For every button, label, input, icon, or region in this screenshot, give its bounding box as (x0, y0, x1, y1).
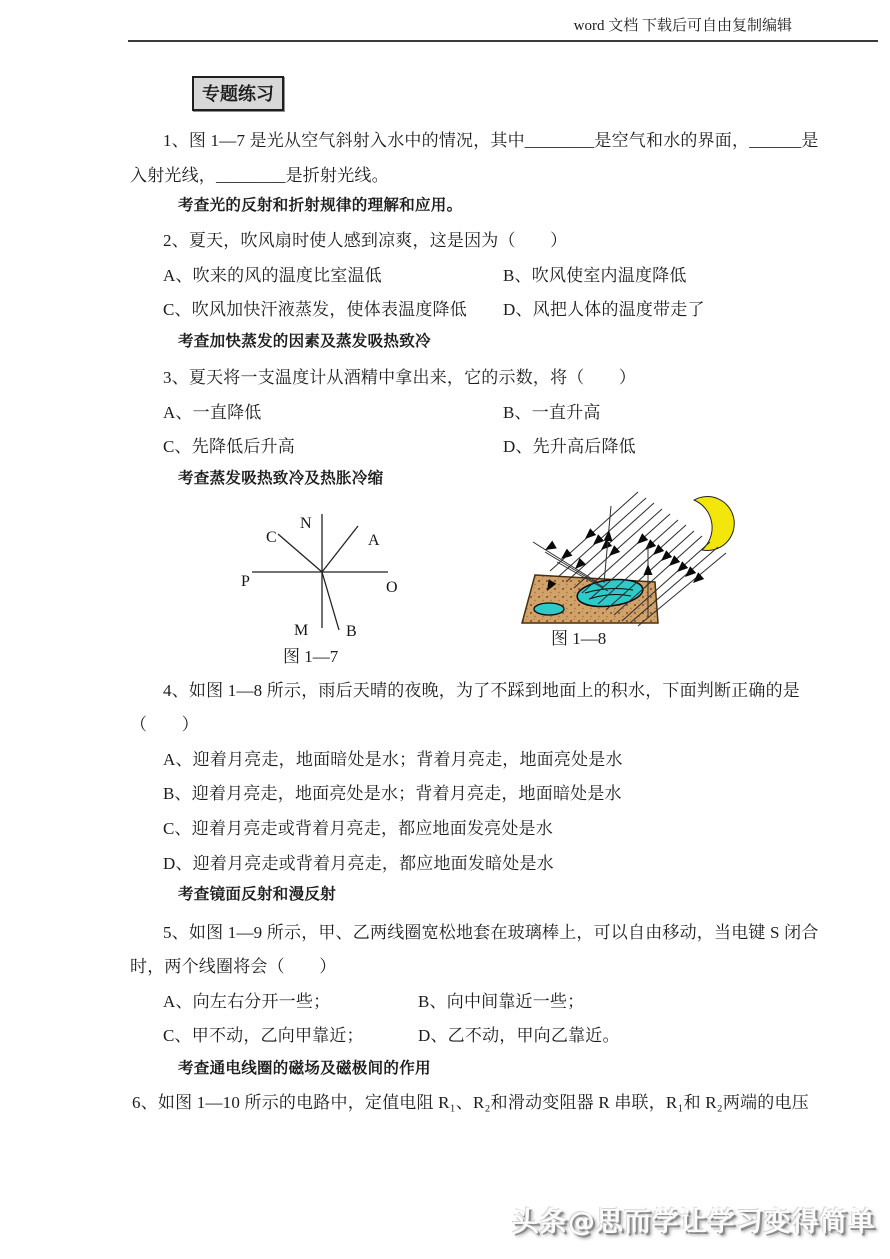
q3-option-b: B、一直升高 (503, 403, 601, 422)
note-evaporation-cooling: 考查加快蒸发的因素及蒸发吸热致冷 (178, 332, 431, 350)
q4-line2: （ ） (130, 715, 199, 734)
moon-icon (694, 497, 734, 551)
q3-option-c: C、先降低后升高 (163, 437, 295, 456)
label-A: A (368, 532, 380, 549)
q2-stem: 2、夏天，吹风扇时使人感到凉爽，这是因为（ ） (163, 231, 568, 250)
label-N: N (300, 515, 312, 532)
caption-fig-1-8: 图 1—8 (551, 629, 607, 648)
note-evaporation-expansion: 考查蒸发吸热致冷及热胀冷缩 (178, 469, 384, 487)
q2-option-a: A、吹来的风的温度比室温低 (163, 266, 382, 285)
q5-option-a: A、向左右分开一些； (163, 992, 331, 1011)
note-specular-diffuse: 考查镜面反射和漫反射 (178, 885, 337, 903)
figure-1-7-ray-diagram (212, 498, 452, 648)
ray-B (322, 572, 339, 630)
header-note: word 文档 下载后可自由复制编辑 (573, 18, 792, 34)
note-reflection-refraction: 考查光的反射和折射规律的理解和应用。 (178, 196, 463, 214)
q5-line2: 时，两个线圈将会（ ） (130, 957, 337, 976)
q2-option-d: D、风把人体的温度带走了 (503, 300, 705, 319)
q4-option-c: C、迎着月亮走或背着月亮走，都应地面发亮处是水 (163, 819, 553, 838)
q2-option-c: C、吹风加快汗液蒸发，使体表温度降低 (163, 300, 467, 319)
q2-option-b: B、吹风使室内温度降低 (503, 266, 687, 285)
q1-line2: 入射光线，________是折射光线。 (130, 166, 389, 185)
q3-option-a: A、一直降低 (163, 403, 262, 422)
label-P: P (241, 573, 250, 590)
q1-line1: 1、图 1—7 是光从空气斜射入水中的情况，其中________是空气和水的界面，______是 (163, 131, 819, 150)
header-rule (128, 40, 878, 42)
q3-stem: 3、夏天将一支温度计从酒精中拿出来，它的示数，将（ ） (163, 368, 637, 387)
q3-option-d: D、先升高后降低 (503, 437, 636, 456)
caption-fig-1-7: 图 1—7 (283, 647, 339, 666)
q6-line1: 6、如图 1—10 所示的电路中，定值电阻 R₁、R₂和滑动变阻器 R 串联，R₁和 R₂两端的电压 (132, 1093, 809, 1112)
figure-1-8-moonlight-scene (505, 490, 750, 640)
ray-A (322, 526, 358, 572)
watermark: 头条@思而学让学习变得简单 (512, 1207, 876, 1238)
q5-option-c: C、甲不动，乙向甲靠近； (163, 1026, 364, 1045)
q4-option-b: B、迎着月亮走，地面亮处是水；背着月亮走，地面暗处是水 (163, 784, 622, 803)
q4-option-d: D、迎着月亮走或背着月亮走，都应地面发暗处是水 (163, 854, 554, 873)
q4-option-a: A、迎着月亮走，地面暗处是水；背着月亮走，地面亮处是水 (163, 750, 623, 769)
label-B: B (346, 623, 357, 640)
ray-C (278, 534, 322, 572)
q5-option-b: B、向中间靠近一些； (418, 992, 585, 1011)
title-box: 专题练习 (192, 76, 284, 111)
note-coil-magnetic-field: 考查通电线圈的磁场及磁极间的作用 (178, 1059, 431, 1077)
label-C: C (266, 529, 277, 546)
label-O: O (386, 579, 398, 596)
q5-option-d: D、乙不动，甲向乙靠近。 (418, 1026, 620, 1045)
label-M: M (294, 622, 309, 639)
q4-line1: 4、如图 1—8 所示，雨后天晴的夜晚，为了不踩到地面上的积水，下面判断正确的是 (163, 681, 800, 700)
ray-arrowheads (582, 528, 704, 586)
q5-line1: 5、如图 1—9 所示，甲、乙两线圈宽松地套在玻璃棒上，可以自由移动，当电键 S 闭合 (163, 923, 819, 942)
